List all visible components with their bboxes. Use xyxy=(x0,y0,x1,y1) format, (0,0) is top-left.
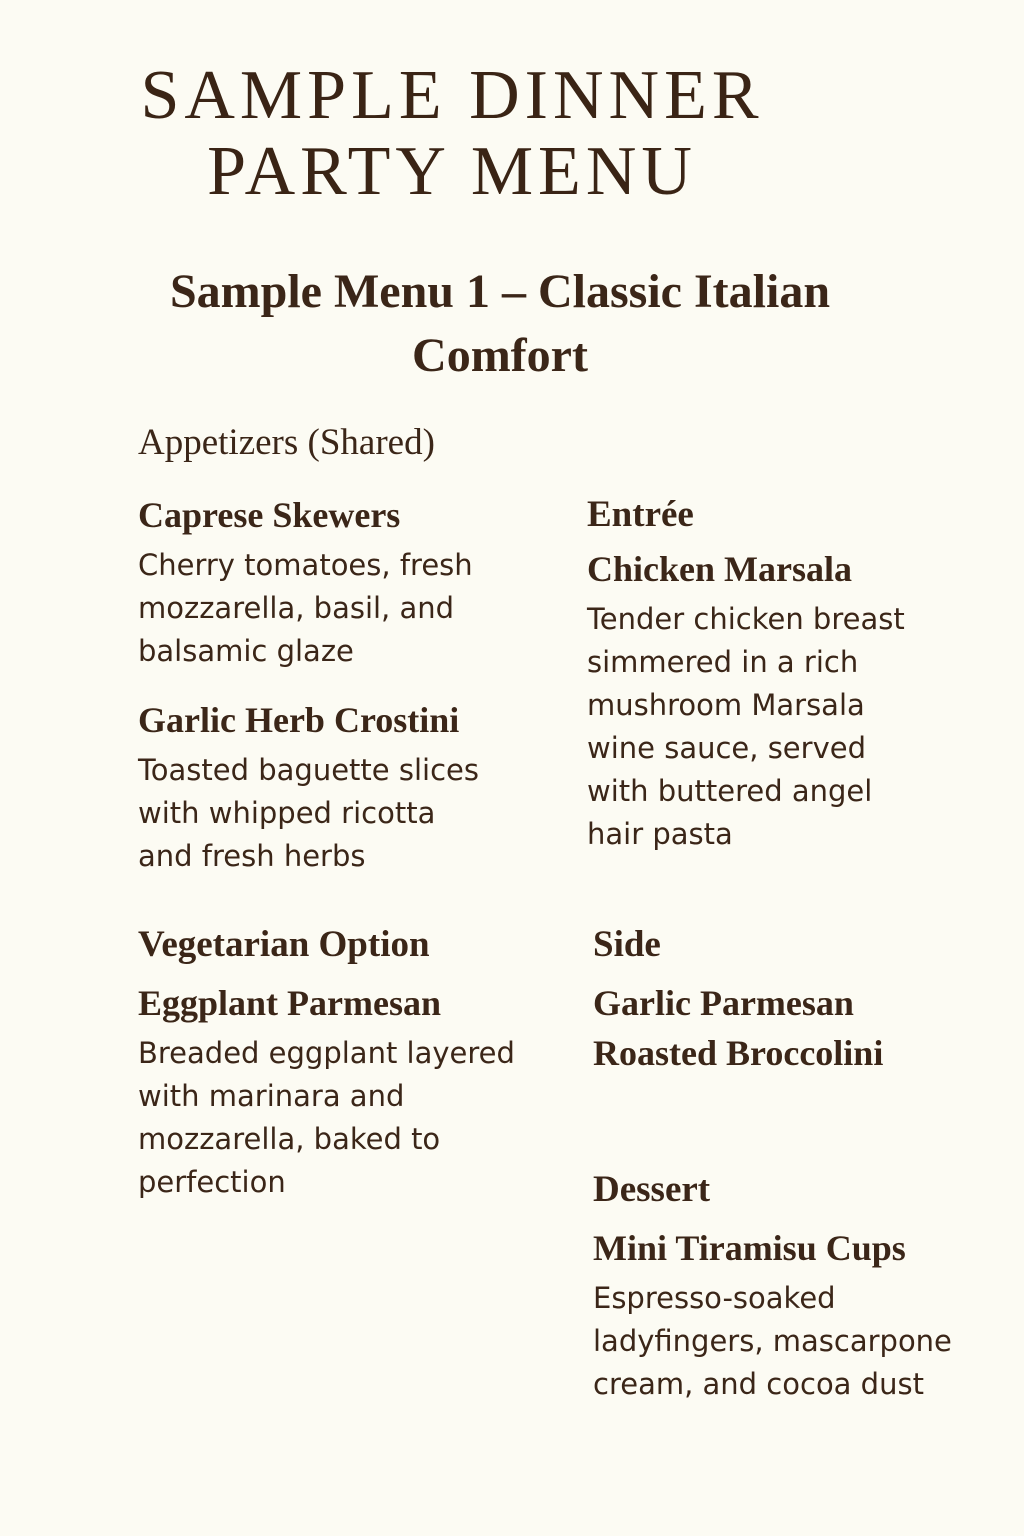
dessert-heading: Dessert xyxy=(593,1169,711,1210)
dish-description: Cherry tomatoes, fresh mozzarella, basil, and balsamic glaze xyxy=(138,548,473,668)
menu-subtitle-line-2: Comfort xyxy=(412,329,588,382)
menu-subtitle-line-1: Sample Menu 1 – Classic Italian xyxy=(169,265,831,318)
dish-name: Eggplant Parmesan xyxy=(138,983,442,1023)
vegetarian-heading: Vegetarian Option xyxy=(138,924,430,965)
dish-name: Chicken Marsala xyxy=(587,549,852,589)
dish-name: Garlic Herb Crostini xyxy=(138,700,460,740)
dish-name: Mini Tiramisu Cups xyxy=(593,1228,906,1268)
dish-name-line-1: Garlic Parmesan xyxy=(593,983,854,1023)
appetizers-section xyxy=(138,420,435,466)
entree-section xyxy=(587,490,905,856)
dish-name-line-2: Roasted Broccolini xyxy=(593,1033,884,1073)
side-heading: Side xyxy=(593,924,661,965)
dish-caprese-skewers xyxy=(138,490,473,673)
dessert-section xyxy=(593,1165,952,1406)
menu-title xyxy=(0,58,904,210)
dish-description: Breaded eggplant layered with marinara and mozzarella, baked to perfection xyxy=(138,1036,515,1199)
dish-description: Espresso-soaked ladyfingers, mascarpone cream, and cocoa dust xyxy=(593,1281,952,1401)
dish-name: Caprese Skewers xyxy=(138,495,401,535)
dish-garlic-herb-crostini xyxy=(138,695,479,878)
menu-subtitle xyxy=(120,260,880,388)
side-section xyxy=(593,920,883,1078)
menu-title-line-1: SAMPLE DINNER xyxy=(140,57,764,134)
vegetarian-section xyxy=(138,920,515,1204)
menu-title-line-2: PARTY MENU xyxy=(207,133,697,210)
dish-description: Tender chicken breast simmered in a rich mushroom Marsala wine sauce, served with buttered angel hair pasta xyxy=(587,602,905,851)
dish-description: Toasted baguette slices with whipped ricotta and fresh herbs xyxy=(138,753,479,873)
entree-heading: Entrée xyxy=(587,494,694,535)
appetizers-heading: Appetizers (Shared) xyxy=(138,422,435,463)
